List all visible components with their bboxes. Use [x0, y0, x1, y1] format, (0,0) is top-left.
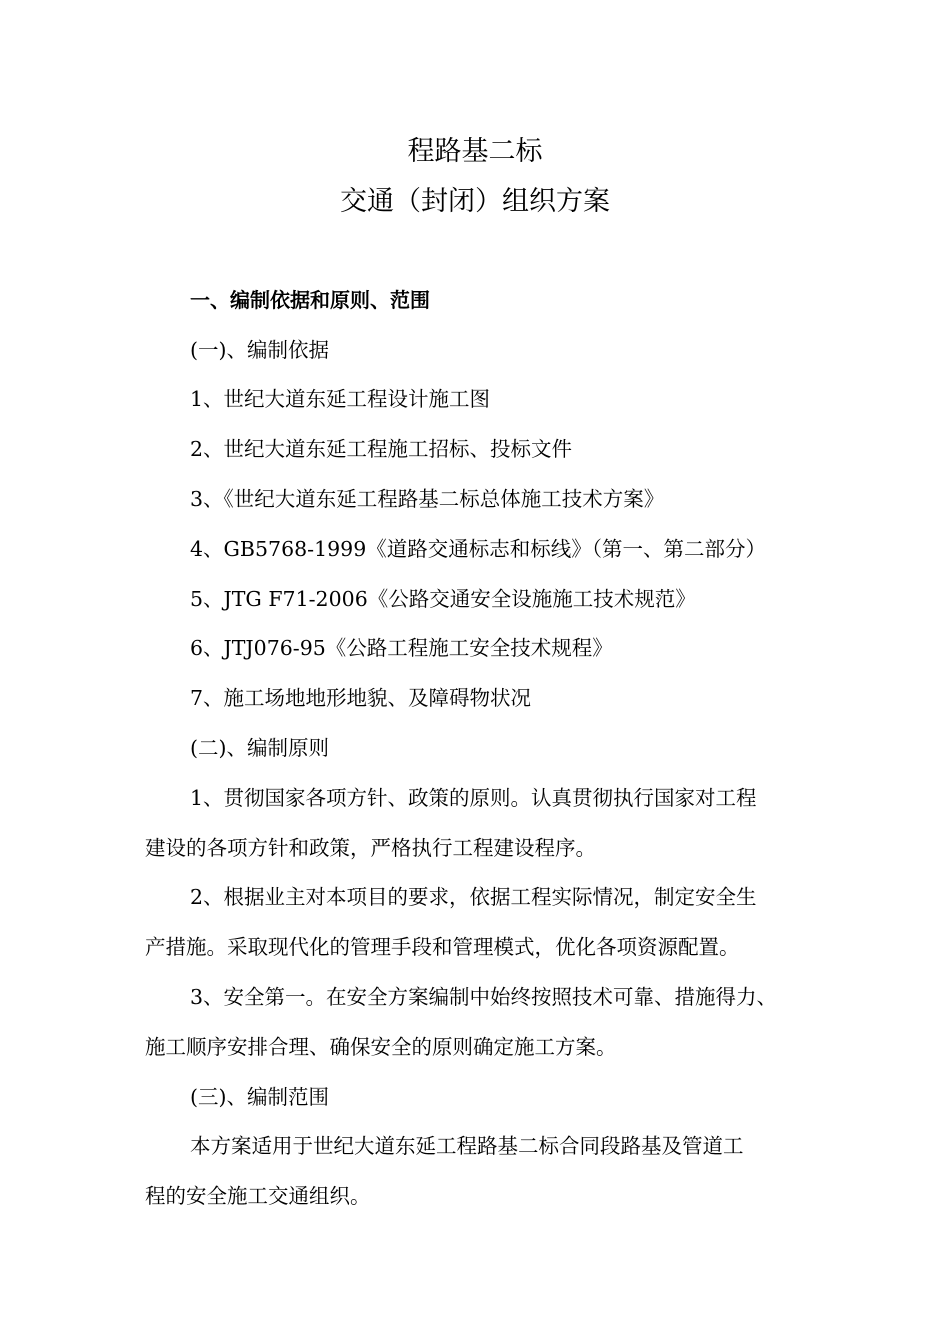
scope-line-1: 本方案适用于世纪大道东延工程路基二标合同段路基及管道工 [190, 1134, 744, 1158]
principle-2-line-1: 2、根据业主对本项目的要求，依据工程实际情况，制定安全生 [190, 885, 757, 909]
basis-item: 2、世纪大道东延工程施工招标、投标文件 [190, 437, 573, 461]
title-line-1: 程路基二标 [407, 136, 543, 167]
basis-item: 7、施工场地地形地貌、及障碍物状况 [190, 686, 532, 710]
title-line-2: 交通（封闭）组织方案 [340, 186, 610, 217]
principle-1-line-1: 1、贯彻国家各项方针、政策的原则。认真贯彻执行国家对工程 [190, 786, 757, 810]
subheading-scope: (三)、编制范围 [190, 1085, 329, 1109]
principle-3-line-2: 施工顺序安排合理、确保安全的原则确定施工方案。 [145, 1035, 617, 1059]
basis-item: 4、GB5768-1999《道路交通标志和标线》（第一、第二部分） [190, 537, 767, 561]
scope-line-2: 程的安全施工交通组织。 [145, 1184, 371, 1208]
subheading-basis: (一)、编制依据 [190, 338, 329, 362]
principle-3-line-1: 3、安全第一。在安全方案编制中始终按照技术可靠、措施得力、 [190, 985, 778, 1009]
principle-1-line-2: 建设的各项方针和政策，严格执行工程建设程序。 [145, 836, 596, 860]
basis-item: 1、世纪大道东延工程设计施工图 [190, 387, 491, 411]
basis-item: 3、《世纪大道东延工程路基二标总体施工技术方案》 [190, 487, 665, 511]
subheading-principles: (二)、编制原则 [190, 736, 329, 760]
principle-2-line-2: 产措施。采取现代化的管理手段和管理模式，优化各项资源配置。 [145, 935, 740, 959]
section-heading: 一、编制依据和原则、范围 [190, 288, 430, 312]
basis-item: 6、JTJ076-95《公路工程施工安全技术规程》 [190, 636, 613, 660]
basis-item: 5、JTG F71-2006《公路交通安全设施施工技术规范》 [190, 587, 696, 611]
